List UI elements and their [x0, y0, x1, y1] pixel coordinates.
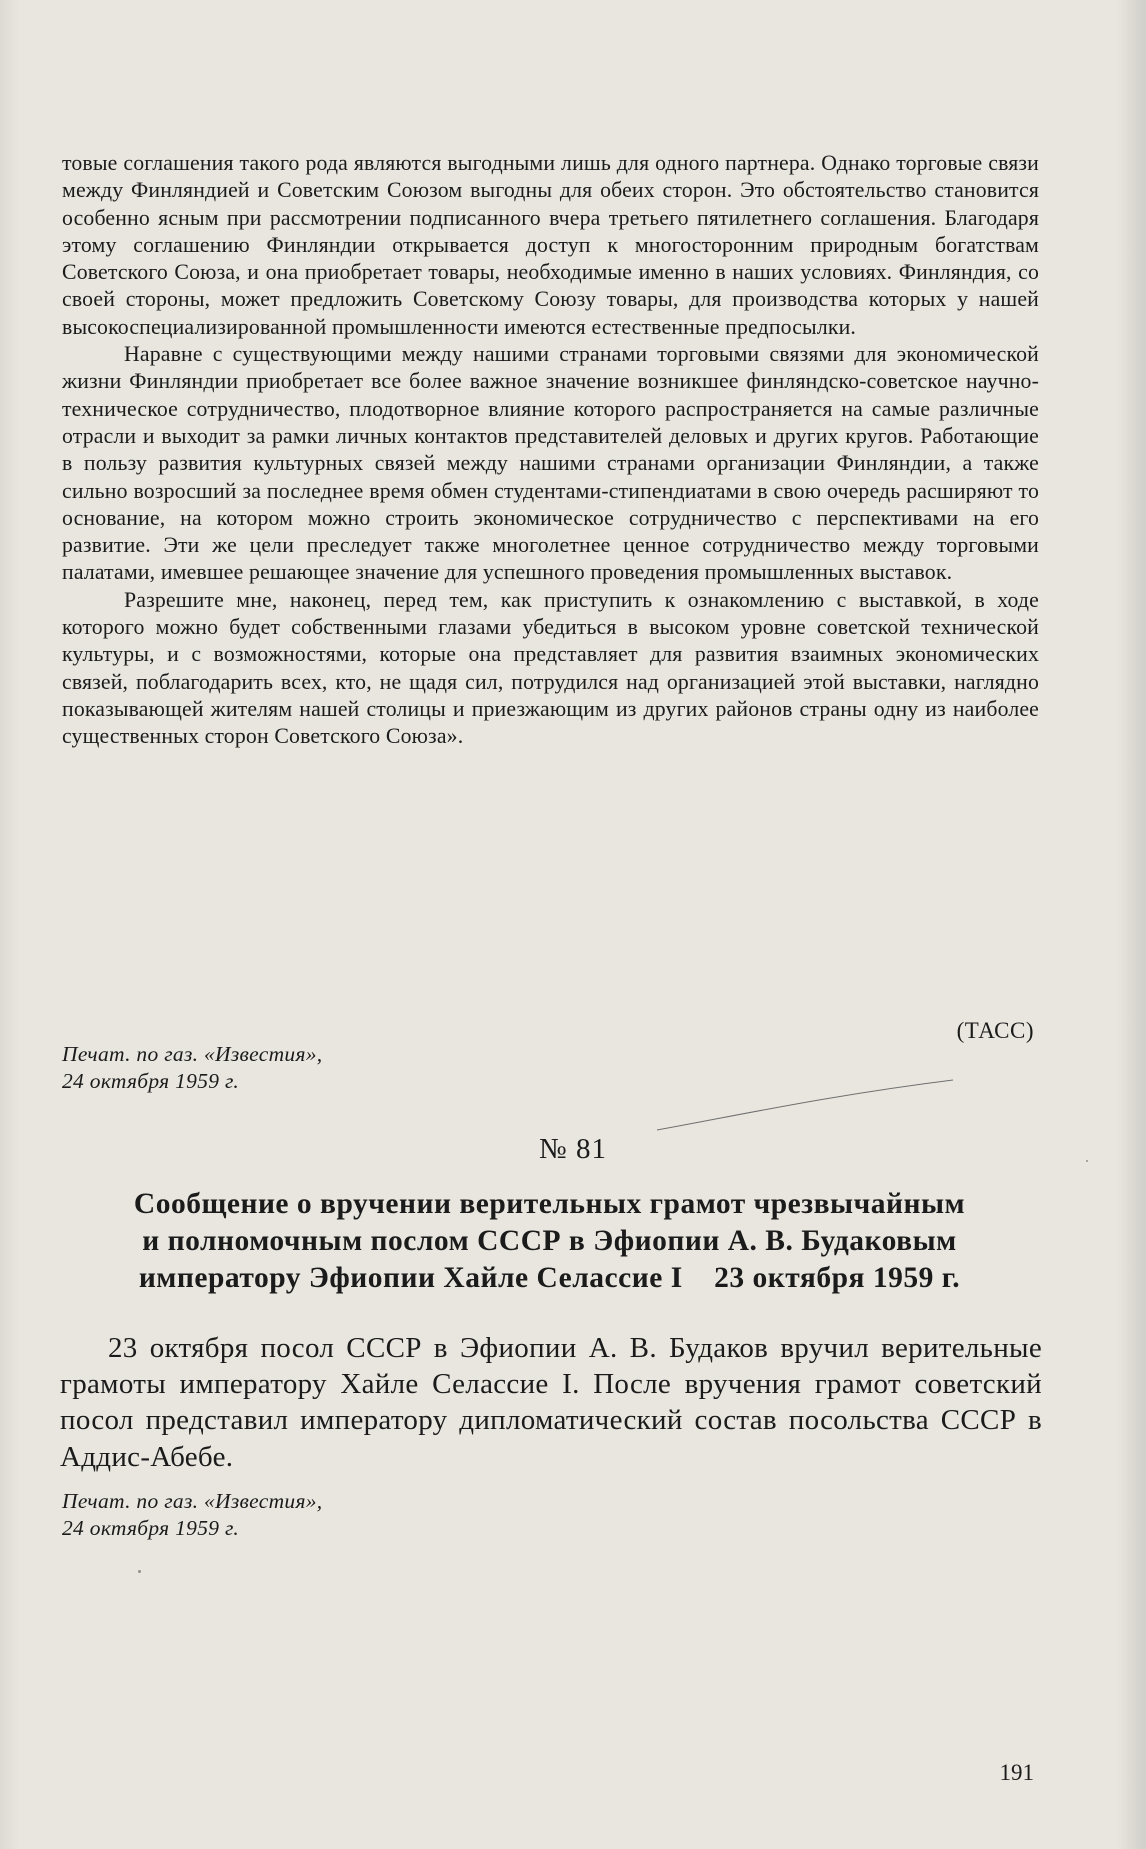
document-title-line-3: императору Эфиопии Хайле Селассие I 23 октября 1959 г.	[138, 1262, 961, 1294]
paragraph-1: товые соглашения такого рода являются выгодными лишь для одного партнера. Однако торговые связи между Финляндией и Советским Союзом выгодны для обеих сторон. Это обстоятельство становится особенно ясным при рассмотрении подписанного вчера третьего пятилетнего соглашения. Благодаря этому соглашению Финляндии открывается доступ к многосторонним природным богатствам Советского Союза, и она приобретает товары, необходимые именно в наших условиях. Финляндия, со своей стороны, может предложить Советскому Союзу товары, для производства которых у нашей высокоспециализированной промышленности имеются естественные предпосылки.	[62, 151, 1039, 339]
page-edge-shadow-right	[1116, 0, 1146, 1849]
print-speck	[138, 1570, 141, 1573]
source-note-2	[62, 1488, 322, 1542]
paragraph-3: Разрешите мне, наконец, перед тем, как приступить к ознакомлению с выставкой, в ходе которого можно будет собственными глазами убедиться в высоком уровне советской технической культуры, и с возможностями, которые она представляет для развития взаимных экономических связей, поблагодарить всех, кто, не щадя сил, потрудился над организацией этой выставки, наглядно показывающей жителям нашей столицы и приезжающим из других районов страны одну из наиболее существенных сторон Советского Союза».	[62, 587, 1039, 749]
source-note-2-date: 24 октября 1959 г.	[62, 1516, 240, 1540]
source-note-1-date: 24 октября 1959 г.	[62, 1069, 240, 1093]
print-speck	[1086, 1160, 1088, 1162]
document-report-text: 23 октября посол СССР в Эфиопии А. В. Будаков вручил верительные грамоты императору Хайле Селассие I. После вручения грамот советский посол представил императору дипломатический состав посольства СССР в Аддис-Абебе.	[60, 1332, 1042, 1473]
document-title-line-1: Сообщение о вручении верительных грамот чрезвычайным	[133, 1188, 966, 1220]
document-number: № 81	[539, 1133, 607, 1165]
source-note-1-publication: Печат. по газ. «Известия»,	[62, 1042, 323, 1066]
document-title	[52, 1186, 1047, 1297]
page-edge-shadow-left	[0, 0, 20, 1849]
page-number: 191	[999, 1760, 1034, 1785]
source-note-1	[62, 1041, 322, 1095]
news-agency-credit: (ТАСС)	[956, 1018, 1034, 1043]
pencil-mark	[655, 1078, 955, 1138]
continued-speech-text	[62, 150, 1039, 751]
source-note-2-publication: Печат. по газ. «Известия»,	[62, 1489, 323, 1513]
document-title-line-2: и полномочным послом СССР в Эфиопии А. В. Будаковым	[142, 1225, 957, 1257]
paragraph-2: Наравне с существующими между нашими странами торговыми связями для экономической жизни Финляндии приобретает все более важное значение возникшее финляндско-советское научно-техническое сотрудничество, плодотворное влияние которого распространяется на самые различные отрасли и выходит за рамки личных контактов представителей деловых и других кругов. Работающие в пользу развития культурных связей между нашими странами организации Финляндии, а также сильно возросший за последнее время обмен студентами-стипендиатами в свою очередь расширяют то основание, на котором можно строить экономическое сотрудничество с перспективами на его развитие. Эти же цели преследует также многолетнее ценное сотрудничество между торговыми палатами, имевшее решающее значение для успешного проведения промышленных выставок.	[62, 342, 1039, 585]
